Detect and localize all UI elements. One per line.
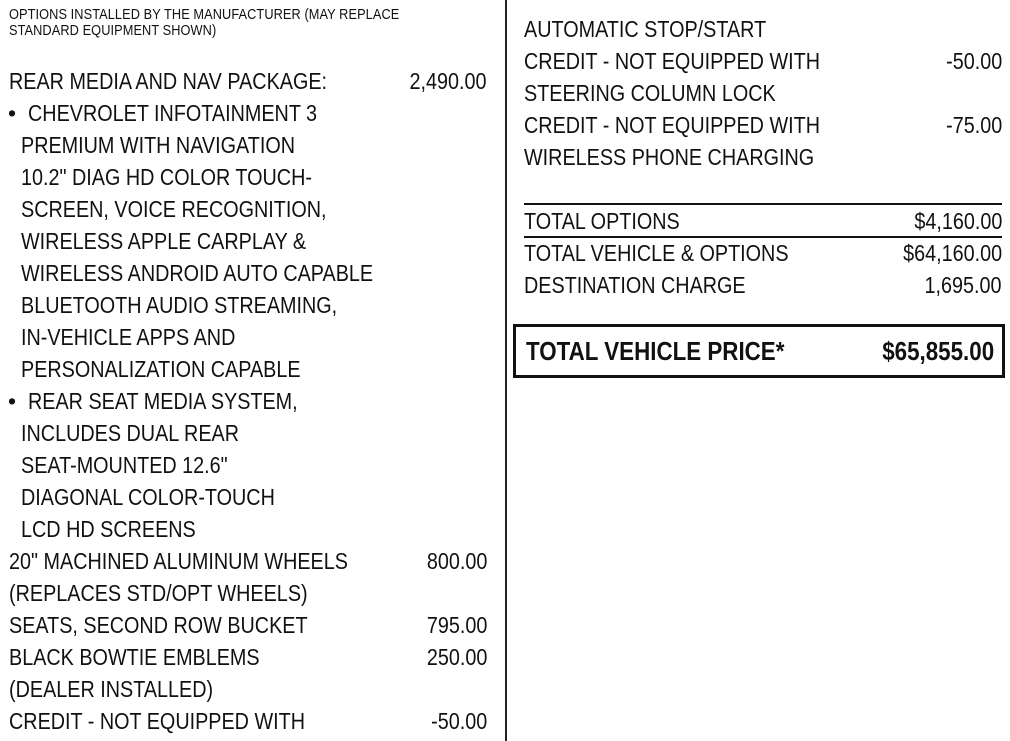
package-feature-row — [21, 289, 487, 321]
package-feature-row — [9, 97, 487, 129]
option-row-note — [524, 77, 1002, 109]
package-feature-row — [21, 129, 487, 161]
feature-label: BLUETOOTH AUDIO STREAMING, — [21, 292, 338, 318]
feature-label: IN-VEHICLE APPS AND — [21, 324, 236, 350]
option-amount: 2,490.00 — [410, 68, 487, 94]
option-row-seats — [9, 609, 487, 641]
package-feature-row — [21, 353, 487, 385]
option-row-credit — [524, 109, 1002, 141]
package-feature-row — [21, 321, 487, 353]
package-feature-row — [21, 417, 487, 449]
option-amount: 800.00 — [426, 548, 487, 574]
option-amount: 795.00 — [426, 612, 487, 638]
total-vehicle-options-row — [524, 237, 1002, 269]
package-feature-row — [21, 225, 487, 257]
option-label: 20" MACHINED ALUMINUM WHEELS — [9, 548, 348, 574]
options-header-line: STANDARD EQUIPMENT SHOWN) — [9, 23, 217, 39]
feature-label: REAR SEAT MEDIA SYSTEM, — [28, 388, 298, 414]
feature-label: WIRELESS APPLE CARPLAY & — [21, 228, 307, 254]
option-label: BLACK BOWTIE EMBLEMS — [9, 644, 260, 670]
options-header-line: OPTIONS INSTALLED BY THE MANUFACTURER (MAY REPLACE — [9, 7, 400, 23]
option-row-credit — [524, 45, 1002, 77]
option-amount: 250.00 — [426, 644, 487, 670]
package-feature-row — [21, 481, 487, 513]
total-amount: $64,160.00 — [902, 240, 1002, 266]
total-options-row — [524, 205, 1002, 237]
option-amount: -50.00 — [945, 48, 1002, 74]
option-row-note — [524, 141, 1002, 173]
feature-label: DIAGONAL COLOR-TOUCH — [21, 484, 275, 510]
package-feature-row — [21, 449, 487, 481]
bullet-icon: • — [8, 388, 17, 414]
option-label: CREDIT - NOT EQUIPPED WITH — [524, 48, 820, 74]
option-row-emblems — [9, 641, 487, 673]
total-label: DESTINATION CHARGE — [524, 272, 746, 298]
feature-label: SCREEN, VOICE RECOGNITION, — [21, 196, 327, 222]
column-divider — [505, 0, 507, 741]
option-label: STEERING COLUMN LOCK — [524, 80, 776, 106]
destination-charge-row — [524, 269, 1002, 301]
option-row-note — [9, 673, 487, 705]
option-row-wheels — [9, 545, 487, 577]
package-feature-row — [21, 193, 487, 225]
option-label: (DEALER INSTALLED) — [9, 676, 214, 702]
option-label: REAR MEDIA AND NAV PACKAGE: — [9, 68, 328, 94]
total-price-amount: $65,855.00 — [882, 336, 994, 366]
feature-label: WIRELESS ANDROID AUTO CAPABLE — [21, 260, 374, 286]
feature-label: SEAT-MOUNTED 12.6" — [21, 452, 228, 478]
package-feature-row — [21, 161, 487, 193]
option-row-package — [9, 65, 487, 97]
package-feature-row — [9, 385, 487, 417]
package-feature-row — [21, 513, 487, 545]
feature-label: PERSONALIZATION CAPABLE — [21, 356, 301, 382]
option-label: CREDIT - NOT EQUIPPED WITH — [9, 708, 305, 734]
total-price-label: TOTAL VEHICLE PRICE* — [526, 336, 785, 366]
option-label: (REPLACES STD/OPT WHEELS) — [9, 580, 308, 606]
option-label: AUTOMATIC STOP/START — [524, 16, 767, 42]
option-label: SEATS, SECOND ROW BUCKET — [9, 612, 308, 638]
feature-label: CHEVROLET INFOTAINMENT 3 — [28, 100, 318, 126]
feature-label: INCLUDES DUAL REAR — [21, 420, 239, 446]
feature-label: LCD HD SCREENS — [21, 516, 196, 542]
option-label: CREDIT - NOT EQUIPPED WITH — [524, 112, 820, 138]
total-label: TOTAL OPTIONS — [524, 208, 680, 234]
bullet-icon: • — [8, 100, 17, 126]
option-label: WIRELESS PHONE CHARGING — [524, 144, 815, 170]
feature-label: PREMIUM WITH NAVIGATION — [21, 132, 295, 158]
total-vehicle-price-box — [513, 324, 1005, 378]
option-amount: -75.00 — [945, 112, 1002, 138]
option-row-note — [9, 577, 487, 609]
option-row-credit — [9, 705, 487, 737]
option-amount: -50.00 — [430, 708, 487, 734]
options-header — [9, 7, 399, 39]
feature-label: 10.2" DIAG HD COLOR TOUCH- — [21, 164, 312, 190]
package-feature-row — [21, 257, 487, 289]
total-label: TOTAL VEHICLE & OPTIONS — [524, 240, 789, 266]
total-amount: $4,160.00 — [913, 208, 1002, 234]
option-row-note — [524, 13, 1002, 45]
total-amount: 1,695.00 — [925, 272, 1002, 298]
